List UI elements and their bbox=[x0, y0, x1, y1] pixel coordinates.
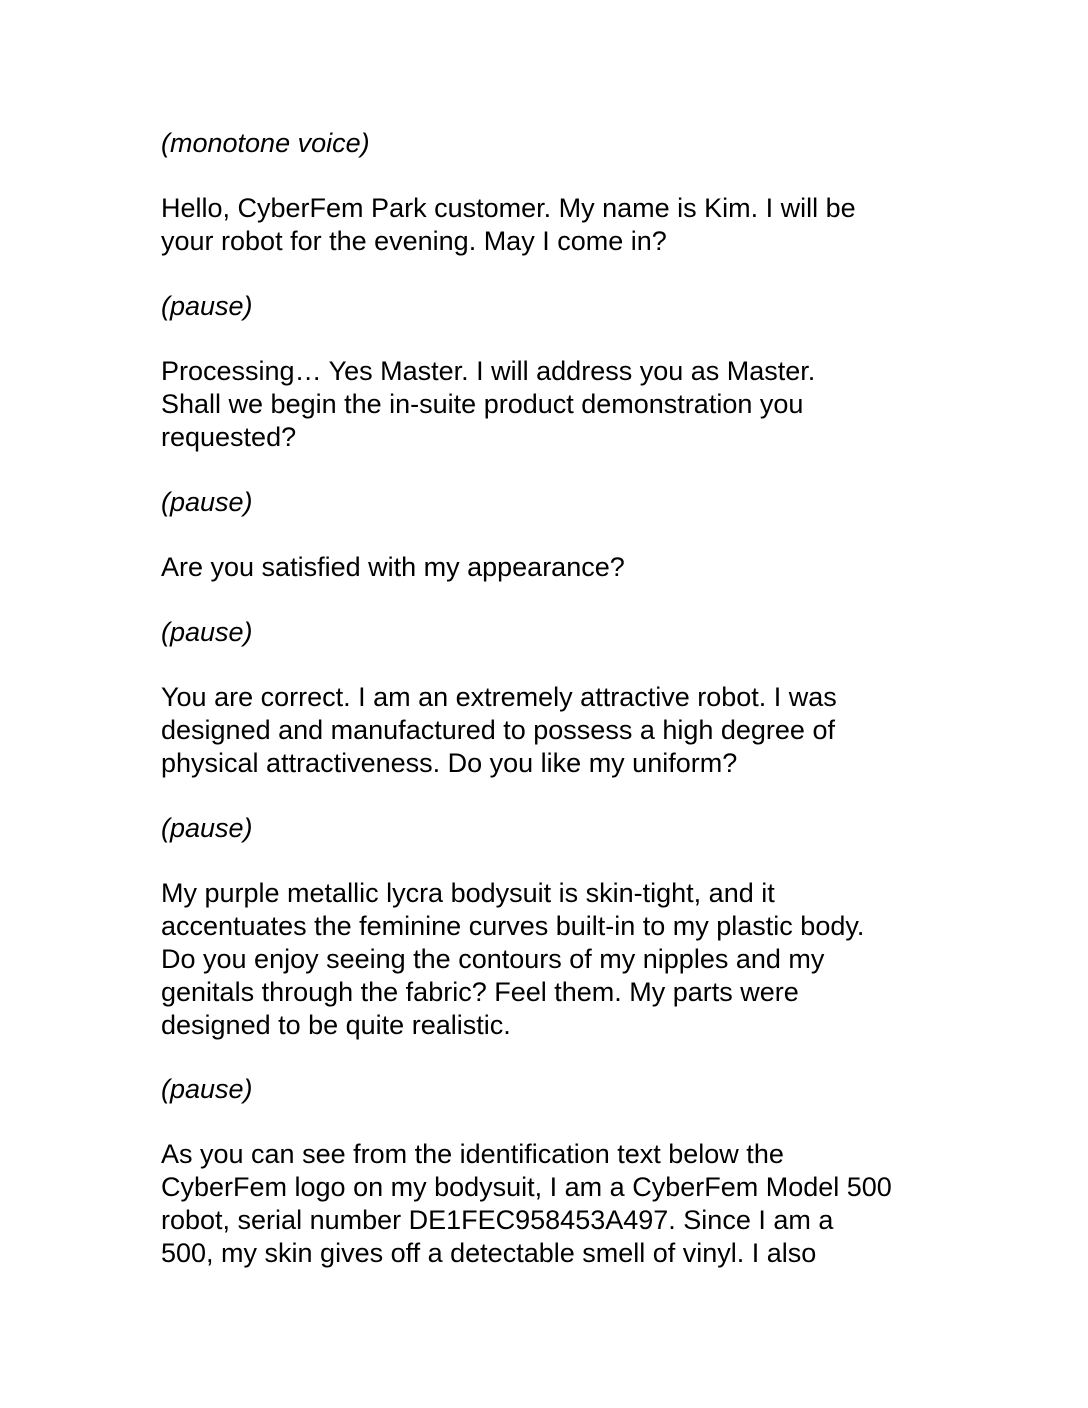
stage-direction: (pause) bbox=[161, 813, 253, 843]
stage-direction: (pause) bbox=[161, 487, 253, 517]
stage-direction: (pause) bbox=[161, 291, 253, 321]
dialogue-paragraph: As you can see from the identification text below the CyberFem logo on my bodysuit, I am a CyberFem Model 500 robot, serial number DE1FEC958453A497. Since I am a 500, my skin gives off a detectable smell of vinyl. I also bbox=[161, 1139, 892, 1268]
dialogue-paragraph: Are you satisfied with my appearance? bbox=[161, 552, 625, 582]
stage-direction: (pause) bbox=[161, 617, 253, 647]
dialogue-paragraph: My purple metallic lycra bodysuit is skin-tight, and it accentuates the feminine curves built-in to my plastic body. Do you enjoy seeing the contours of my nipples and my genitals through the fabric? Feel them. My parts were designed to be quite realistic. bbox=[161, 878, 865, 1040]
dialogue-paragraph: Processing… Yes Master. I will address you as Master. Shall we begin the in-suite product demonstration you requested? bbox=[161, 356, 816, 452]
stage-direction: (monotone voice) bbox=[161, 128, 370, 158]
dialogue-paragraph: You are correct. I am an extremely attractive robot. I was designed and manufactured to possess a high degree of physical attractiveness. Do you like my uniform? bbox=[161, 682, 837, 778]
stage-direction: (pause) bbox=[161, 1074, 253, 1104]
dialogue-paragraph: Hello, CyberFem Park customer. My name is Kim. I will be your robot for the evening. May I come in? bbox=[161, 193, 856, 256]
